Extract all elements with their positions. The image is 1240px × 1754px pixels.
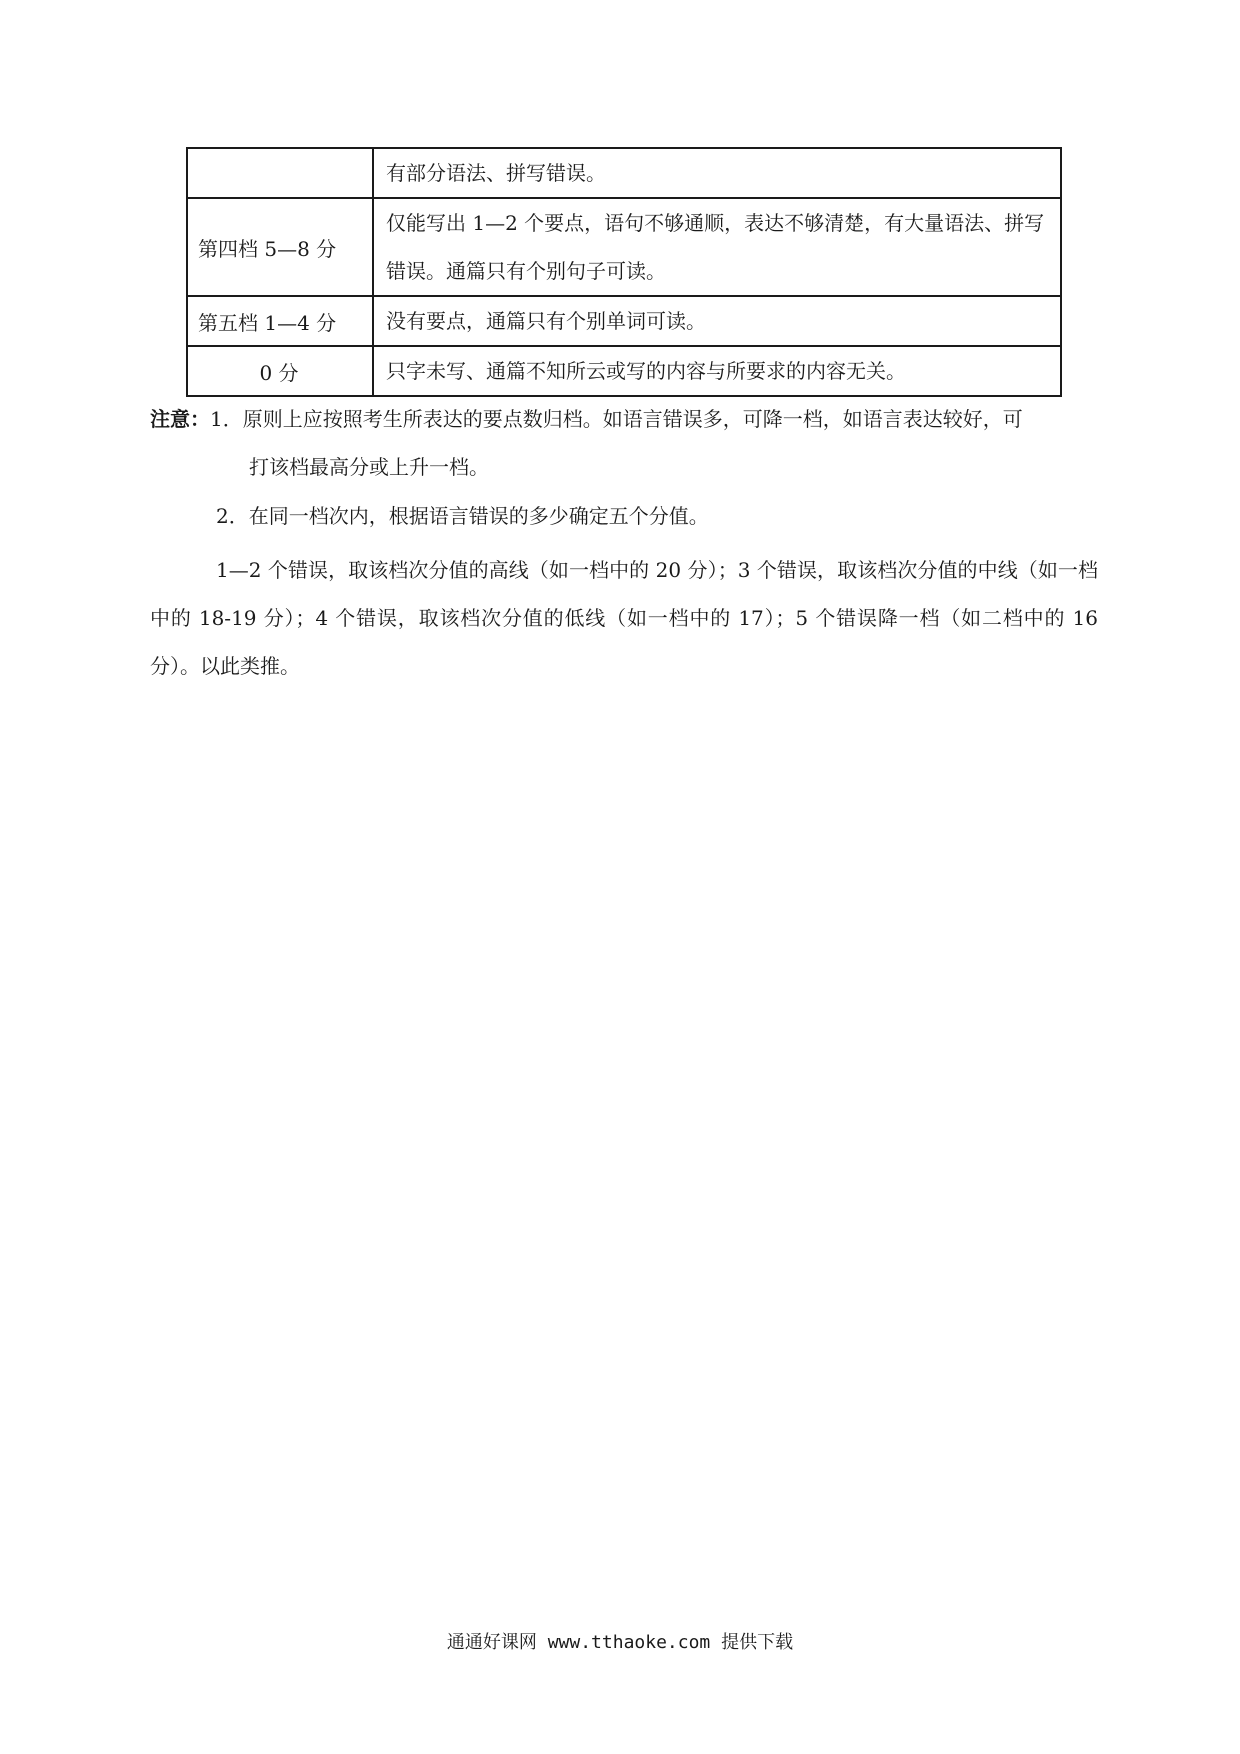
scoring-rubric-table	[186, 147, 1062, 397]
note-item-1-continuation: 打该档最高分或上升一档。	[249, 455, 489, 479]
description-cell: 只字未写、通篇不知所云或写的内容与所要求的内容无关。	[373, 346, 1061, 396]
band-cell: 0 分	[187, 346, 373, 396]
note-label: 注意：	[150, 407, 210, 431]
table-row	[187, 198, 1061, 296]
note-item-1-text: 1．原则上应按照考生所表达的要点数归档。如语言错误多，可降一档，如语言表达较好，可	[210, 407, 1023, 431]
description-cell: 有部分语法、拼写错误。	[373, 148, 1061, 198]
description-cell: 仅能写出 1—2 个要点，语句不够通顺，表达不够清楚，有大量语法、拼写错误。通篇只有个别句子可读。	[373, 198, 1061, 296]
note-item-1	[150, 403, 1023, 432]
band-cell	[187, 148, 373, 198]
table-row	[187, 346, 1061, 396]
table-row	[187, 148, 1061, 198]
band-cell: 第四档 5—8 分	[187, 198, 373, 296]
table-row	[187, 296, 1061, 346]
note-explanation-paragraph: 1—2 个错误，取该档次分值的高线（如一档中的 20 分）；3 个错误，取该档次分值的中线（如一档中的 18-19 分）；4 个错误，取该档次分值的低线（如一档中的 17）；5 个错误降一档（如二档中的 16 分）。以此类推。	[150, 558, 1098, 678]
band-cell: 第五档 1—4 分	[187, 296, 373, 346]
page-footer: 通通好课网 www.tthaoke.com 提供下载	[446, 1632, 794, 1653]
note-item-2: 2．在同一档次内，根据语言错误的多少确定五个分值。	[216, 504, 709, 528]
description-cell: 没有要点，通篇只有个别单词可读。	[373, 296, 1061, 346]
